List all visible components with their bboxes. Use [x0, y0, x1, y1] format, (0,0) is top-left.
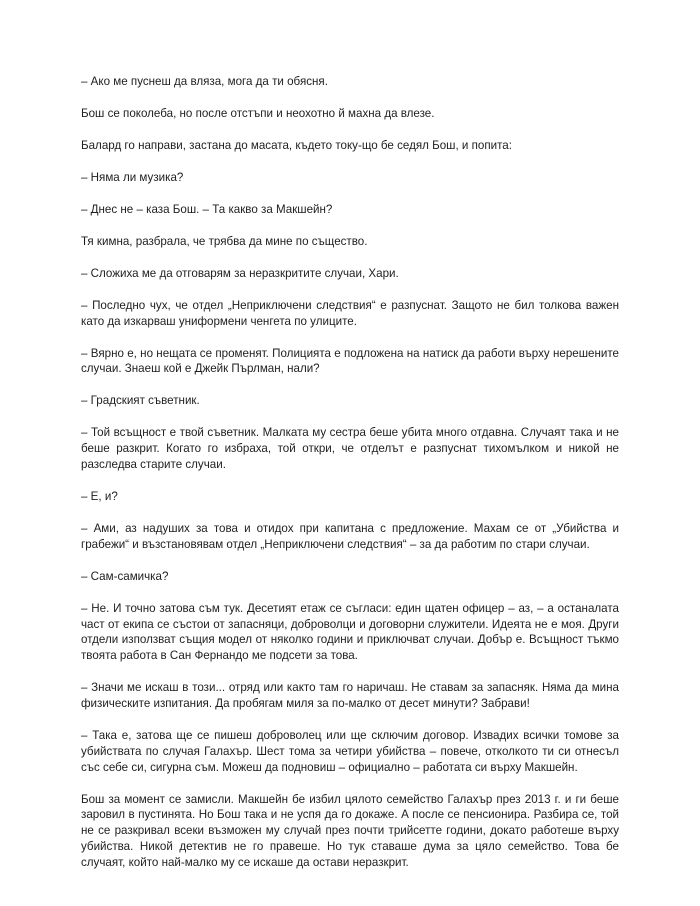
- paragraph: – Ако ме пуснеш да вляза, мога да ти обясня.: [81, 75, 328, 88]
- paragraph: – Така е, затова ще се пишеш доброволец или ще сключим договор. Извадих всички томове за убийствата по случая Галахър. Шест тома за четири убийства – повече, отколкото ти си отнесъл със себе си, сигурна съм. Можеш да подновиш – официално – работата си върху Макшейн.: [81, 728, 619, 774]
- paragraph: Тя кимна, разбрала, че трябва да мине по същество.: [81, 234, 368, 248]
- paragraph: – Сложиха ме да отговарям за неразкритите случаи, Хари.: [81, 266, 399, 280]
- paragraph: – Днес не – каза Бош. – Та какво за Макшейн?: [81, 202, 333, 216]
- paragraph: – Сам-самичка?: [81, 569, 169, 583]
- document-page: [81, 74, 619, 887]
- paragraph: – Няма ли музика?: [81, 170, 184, 184]
- paragraph: – Градският съветник.: [81, 394, 200, 408]
- paragraph: – Последно чух, че отдел „Неприключени следствия“ е разпуснат. Защото не бил толкова важен като да изкарваш униформени ченгета по улиците.: [81, 298, 619, 328]
- paragraph: Бош се поколеба, но после отстъпи и неохотно й махна да влезе.: [81, 106, 435, 120]
- paragraph: Балард го направи, застана до масата, където току-що бе седял Бош, и попита:: [81, 138, 512, 152]
- paragraph: – Е, и?: [81, 490, 118, 504]
- paragraph: Бош за момент се замисли. Макшейн бе избил цялото семейство Галахър през 2013 г. и ги беше заровил в пустинята. Но Бош така и не успя да го докаже. А после се пенсионира. Разбира се, той не се разкривал всеки възможен му случай през почти трийсетте години, докато работеше върху убийства. Никой детектив не го правеше. Но тук ставаше дума за цяло семейство. Това бе случаят, който най-малко му се искаше да остави неразкрит.: [81, 792, 619, 869]
- paragraph: – Не. И точно затова съм тук. Десетият етаж се съгласи: един щатен офицер – аз, – а останалата част от екипа се състои от запасняци, доброволци и договорни служители. Идеята не е моя. Други отдели използват същия модел от няколко години и приключват случаи. Добър е. Всъщност тъкмо твоята работа в Сан Фернандо ме подсети за това.: [81, 601, 619, 663]
- paragraph: – Ами, аз надуших за това и отидох при капитана с предложение. Махам се от „Убийства и грабежи“ и възстановявам отдел „Неприключени следствия“ – за да работим по стари случаи.: [81, 522, 619, 551]
- paragraph: – Вярно е, но нещата се променят. Полицията е подложена на натиск да работи върху нерешените случаи. Знаеш кой е Джейк Пърлман, нали?: [81, 346, 619, 376]
- paragraph: – Значи ме искаш в този... отряд или както там го наричаш. Не ставам за запасняк. Няма да мина физическите изпитания. Да пробягам миля за по-малко от десет минути? Забрави!: [81, 681, 619, 710]
- paragraph: – Той всъщност е твой съветник. Малката му сестра беше убита много отдавна. Случаят така и не беше разкрит. Когато го избраха, той откри, че отделът е разпуснат тихомълком и никой не разследва старите случаи.: [81, 426, 619, 472]
